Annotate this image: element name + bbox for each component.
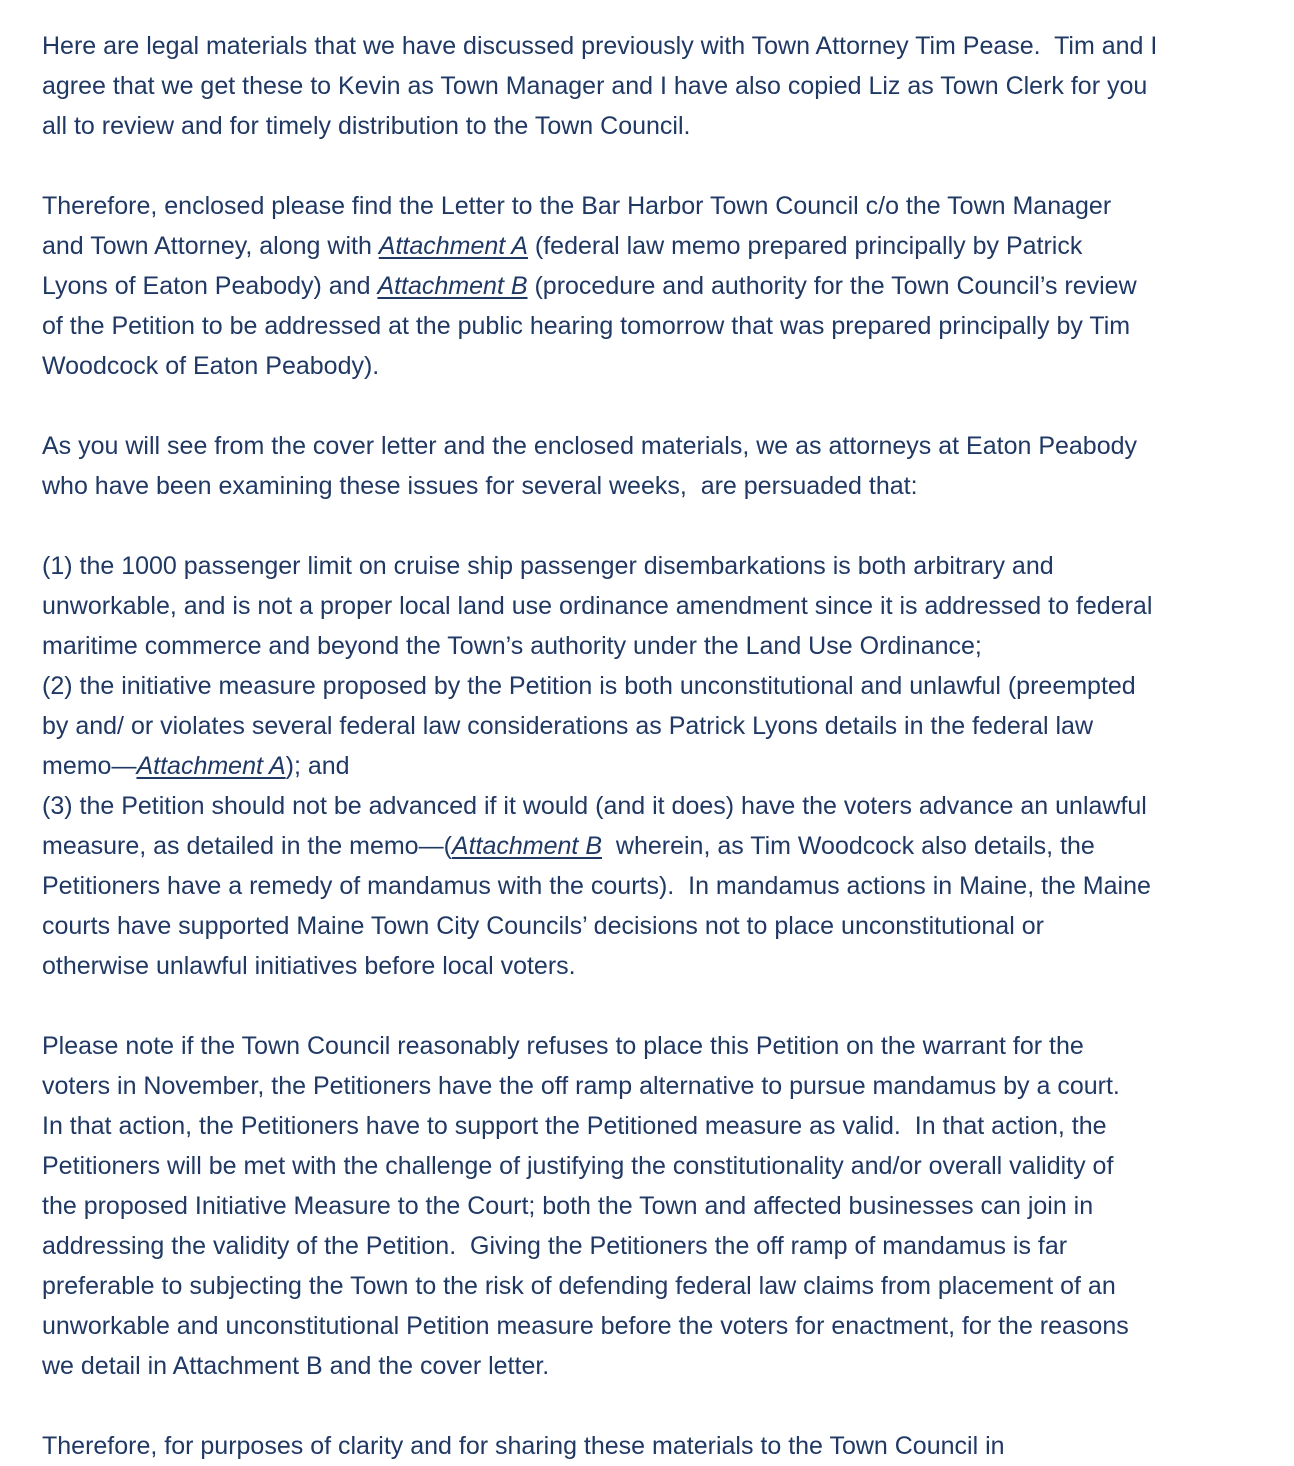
- text-line: we detail in Attachment B and the cover letter.: [42, 1352, 550, 1380]
- paragraph-spacer: [42, 986, 1278, 1026]
- text-line: [42, 266, 1278, 306]
- text-line: Please note if the Town Council reasonably refuses to place this Petition on the warrant for the: [42, 1032, 1084, 1060]
- paragraph-intro: [42, 26, 1278, 146]
- text-line: [42, 226, 1278, 266]
- text-line: voters in November, the Petitioners have the off ramp alternative to pursue mandamus by a court.: [42, 1072, 1120, 1100]
- text-line: unworkable and unconstitutional Petition measure before the voters for enactment, for the reasons: [42, 1312, 1129, 1340]
- text-line: agree that we get these to Kevin as Town Manager and I have also copied Liz as Town Clerk for you: [42, 72, 1148, 100]
- text-fragment: measure, as detailed in the memo—(: [42, 832, 452, 860]
- numbered-list: [42, 546, 1278, 986]
- text-fragment: and Town Attorney, along with: [42, 232, 379, 260]
- attachment-b-reference: Attachment B: [377, 272, 528, 300]
- text-fragment: wherein, as Tim Woodcock also details, the: [602, 832, 1095, 860]
- list-item-3: [42, 786, 1278, 986]
- text-fragment: (procedure and authority for the Town Council’s review: [527, 272, 1137, 300]
- text-fragment: (federal law memo prepared principally by Patrick: [527, 232, 1083, 260]
- text-line: who have been examining these issues for several weeks, are persuaded that:: [42, 472, 918, 500]
- email-body: [42, 26, 1278, 1466]
- text-fragment: ); and: [285, 752, 350, 780]
- list-item-2: [42, 666, 1278, 786]
- text-line: preferable to subjecting the Town to the risk of defending federal law claims from placement of an: [42, 1272, 1116, 1300]
- text-line: Woodcock of Eaton Peabody).: [42, 352, 380, 380]
- text-line: [42, 826, 1278, 866]
- list-item-1: [42, 546, 1278, 666]
- paragraph-mandamus: [42, 1026, 1278, 1386]
- paragraph-spacer: [42, 386, 1278, 426]
- text-line: Petitioners will be met with the challenge of justifying the constitutionality and/or overall validity of: [42, 1152, 1114, 1180]
- text-fragment: memo—: [42, 752, 137, 780]
- paragraph-spacer: [42, 1386, 1278, 1426]
- attachment-a-reference: Attachment A: [136, 752, 286, 780]
- paragraph-enclosures: [42, 186, 1278, 386]
- text-line: (3) the Petition should not be advanced if it would (and it does) have the voters advance an unlawful: [42, 792, 1147, 820]
- text-line: the proposed Initiative Measure to the Court; both the Town and affected businesses can join in: [42, 1192, 1094, 1220]
- attachment-a-reference: Attachment A: [378, 232, 528, 260]
- text-line: As you will see from the cover letter and the enclosed materials, we as attorneys at Eaton Peabody: [42, 432, 1138, 460]
- text-line: (2) the initiative measure proposed by the Petition is both unconstitutional and unlawful (preempted: [42, 672, 1136, 700]
- text-line: In that action, the Petitioners have to support the Petitioned measure as valid. In that action, the: [42, 1112, 1107, 1140]
- text-line: addressing the validity of the Petition. Giving the Petitioners the off ramp of mandamus is far: [42, 1232, 1068, 1260]
- text-line: courts have supported Maine Town City Councils’ decisions not to place unconstitutional or: [42, 912, 1044, 940]
- paragraph-persuaded: [42, 426, 1278, 506]
- paragraph-spacer: [42, 506, 1278, 546]
- text-fragment: Lyons of Eaton Peabody) and: [42, 272, 378, 300]
- cut-off-text-line: Therefore, for purposes of clarity and for sharing these materials to the Town Council in: [42, 1432, 1005, 1460]
- text-line: (1) the 1000 passenger limit on cruise ship passenger disembarkations is both arbitrary and: [42, 552, 1054, 580]
- text-line: by and/ or violates several federal law considerations as Patrick Lyons details in the federal law: [42, 712, 1094, 740]
- text-line: maritime commerce and beyond the Town’s authority under the Land Use Ordinance;: [42, 632, 982, 660]
- text-line: otherwise unlawful initiatives before local voters.: [42, 952, 576, 980]
- text-line: of the Petition to be addressed at the public hearing tomorrow that was prepared principally by Tim: [42, 312, 1131, 340]
- text-line: Petitioners have a remedy of mandamus with the courts). In mandamus actions in Maine, the Maine: [42, 872, 1151, 900]
- text-line: Therefore, enclosed please find the Letter to the Bar Harbor Town Council c/o the Town Manager: [42, 192, 1112, 220]
- attachment-b-reference: Attachment B: [451, 832, 602, 860]
- text-line: unworkable, and is not a proper local land use ordinance amendment since it is addressed to federal: [42, 592, 1153, 620]
- text-line: [42, 746, 1278, 786]
- text-line: all to review and for timely distribution to the Town Council.: [42, 112, 691, 140]
- text-line: Here are legal materials that we have discussed previously with Town Attorney Tim Pease. Tim and I: [42, 32, 1158, 60]
- paragraph-spacer: [42, 146, 1278, 186]
